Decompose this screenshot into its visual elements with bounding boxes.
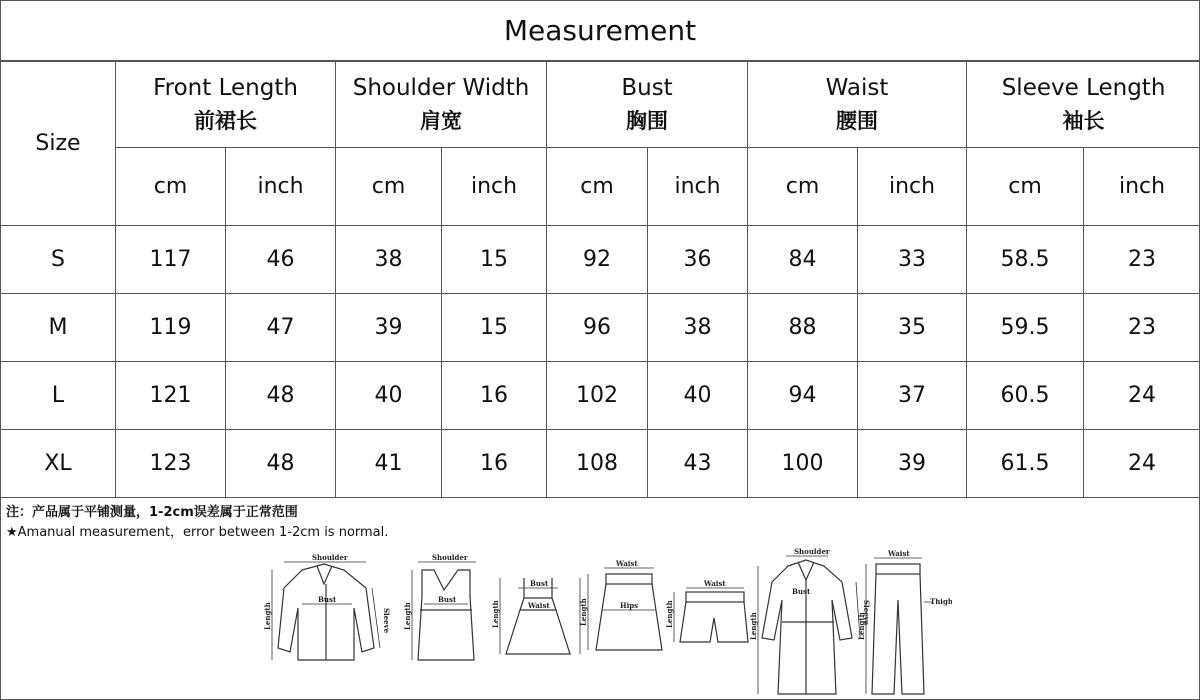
header-cn: 腰围 xyxy=(836,108,879,133)
unit-inch: inch xyxy=(858,148,967,226)
size-cell: S xyxy=(1,226,116,294)
chart-title: Measurement xyxy=(0,0,1200,61)
note-en: ★Amanual measurement，error between 1-2cm is normal. xyxy=(6,525,389,540)
value-cell: 117 xyxy=(116,226,226,294)
value-cell: 24 xyxy=(1084,430,1200,498)
value-cell: 15 xyxy=(442,226,547,294)
value-cell: 39 xyxy=(858,430,967,498)
header-en: Sleeve Length xyxy=(1001,74,1166,101)
size-header: Size xyxy=(1,62,116,226)
value-cell: 35 xyxy=(858,294,967,362)
size-cell: XL xyxy=(1,430,116,498)
length-label: Length xyxy=(579,598,588,626)
bust-label: Bust xyxy=(438,595,457,604)
bust-label: Bust xyxy=(530,579,549,588)
value-cell: 37 xyxy=(858,362,967,430)
value-cell: 23 xyxy=(1084,294,1200,362)
value-cell: 43 xyxy=(648,430,748,498)
bust-label: Bust xyxy=(792,587,811,596)
size-cell: M xyxy=(1,294,116,362)
note-cn: 注：产品属于平铺测量，1-2cm误差属于正常范围 xyxy=(6,505,298,520)
value-cell: 48 xyxy=(226,362,336,430)
waist-label: Waist xyxy=(704,579,726,588)
length-label: Length xyxy=(857,612,866,640)
header-cn: 袖长 xyxy=(1062,108,1105,133)
header-cn: 前裙长 xyxy=(194,108,257,133)
sundress-diagram xyxy=(491,578,580,654)
sleeve-label: Sleeve xyxy=(862,600,871,626)
unit-cm: cm xyxy=(547,148,648,226)
garment-diagrams xyxy=(262,548,952,698)
unit-cm: cm xyxy=(116,148,226,226)
unit-inch: inch xyxy=(442,148,547,226)
value-cell: 47 xyxy=(226,294,336,362)
value-cell: 102 xyxy=(547,362,648,430)
waist-header xyxy=(748,62,967,148)
length-label: Length xyxy=(263,602,272,630)
value-cell: 88 xyxy=(748,294,858,362)
value-cell: 40 xyxy=(648,362,748,430)
length-label: Length xyxy=(665,600,674,628)
unit-cm: cm xyxy=(748,148,858,226)
value-cell: 24 xyxy=(1084,362,1200,430)
unit-inch: inch xyxy=(1084,148,1200,226)
unit-cm: cm xyxy=(336,148,442,226)
value-cell: 61.5 xyxy=(967,430,1084,498)
skirt-diagram xyxy=(579,559,662,650)
tank-top-diagram xyxy=(403,553,476,660)
measurement-table xyxy=(0,61,1200,498)
header-cn: 胸围 xyxy=(626,108,669,133)
unit-inch: inch xyxy=(648,148,748,226)
table-row xyxy=(1,226,1200,294)
value-cell: 39 xyxy=(336,294,442,362)
shoulder-width-header xyxy=(336,62,547,148)
front-length-header xyxy=(116,62,336,148)
table-row xyxy=(1,362,1200,430)
length-label: Length xyxy=(749,612,758,640)
value-cell: 38 xyxy=(648,294,748,362)
sleeve-length-header xyxy=(967,62,1200,148)
value-cell: 84 xyxy=(748,226,858,294)
table-row xyxy=(1,430,1200,498)
value-cell: 100 xyxy=(748,430,858,498)
value-cell: 119 xyxy=(116,294,226,362)
bust-header xyxy=(547,62,748,148)
value-cell: 58.5 xyxy=(967,226,1084,294)
header-en: Bust xyxy=(621,74,673,101)
size-cell: L xyxy=(1,362,116,430)
waist-label: Waist xyxy=(528,601,550,610)
value-cell: 36 xyxy=(648,226,748,294)
table-row xyxy=(1,294,1200,362)
value-cell: 40 xyxy=(336,362,442,430)
value-cell: 16 xyxy=(442,362,547,430)
length-label: Length xyxy=(403,602,412,630)
waist-label: Waist xyxy=(616,559,638,568)
unit-inch: inch xyxy=(226,148,336,226)
shoulder-label: Shoulder xyxy=(794,548,830,556)
blouse-diagram xyxy=(263,553,391,660)
value-cell: 16 xyxy=(442,430,547,498)
value-cell: 94 xyxy=(748,362,858,430)
hips-label: Hips xyxy=(620,601,639,610)
thigh-label: Thigh xyxy=(930,597,952,606)
value-cell: 46 xyxy=(226,226,336,294)
length-label: Length xyxy=(491,600,500,628)
value-cell: 33 xyxy=(858,226,967,294)
value-cell: 108 xyxy=(547,430,648,498)
measurement-notes xyxy=(6,503,388,543)
header-en: Shoulder Width xyxy=(352,74,530,101)
value-cell: 121 xyxy=(116,362,226,430)
header-en: Waist xyxy=(825,74,889,101)
waist-label: Waist xyxy=(888,549,910,558)
value-cell: 123 xyxy=(116,430,226,498)
coat-diagram xyxy=(749,548,871,694)
shoulder-label: Shoulder xyxy=(432,553,468,562)
value-cell: 41 xyxy=(336,430,442,498)
header-en: Front Length xyxy=(153,74,298,101)
value-cell: 48 xyxy=(226,430,336,498)
shorts-diagram xyxy=(665,579,748,642)
value-cell: 38 xyxy=(336,226,442,294)
header-cn: 肩宽 xyxy=(420,108,463,133)
value-cell: 23 xyxy=(1084,226,1200,294)
value-cell: 60.5 xyxy=(967,362,1084,430)
bust-label: Bust xyxy=(318,595,337,604)
value-cell: 59.5 xyxy=(967,294,1084,362)
value-cell: 96 xyxy=(547,294,648,362)
shoulder-label: Shoulder xyxy=(312,553,348,562)
sleeve-label: Sleeve xyxy=(382,608,391,634)
value-cell: 15 xyxy=(442,294,547,362)
unit-cm: cm xyxy=(967,148,1084,226)
value-cell: 92 xyxy=(547,226,648,294)
